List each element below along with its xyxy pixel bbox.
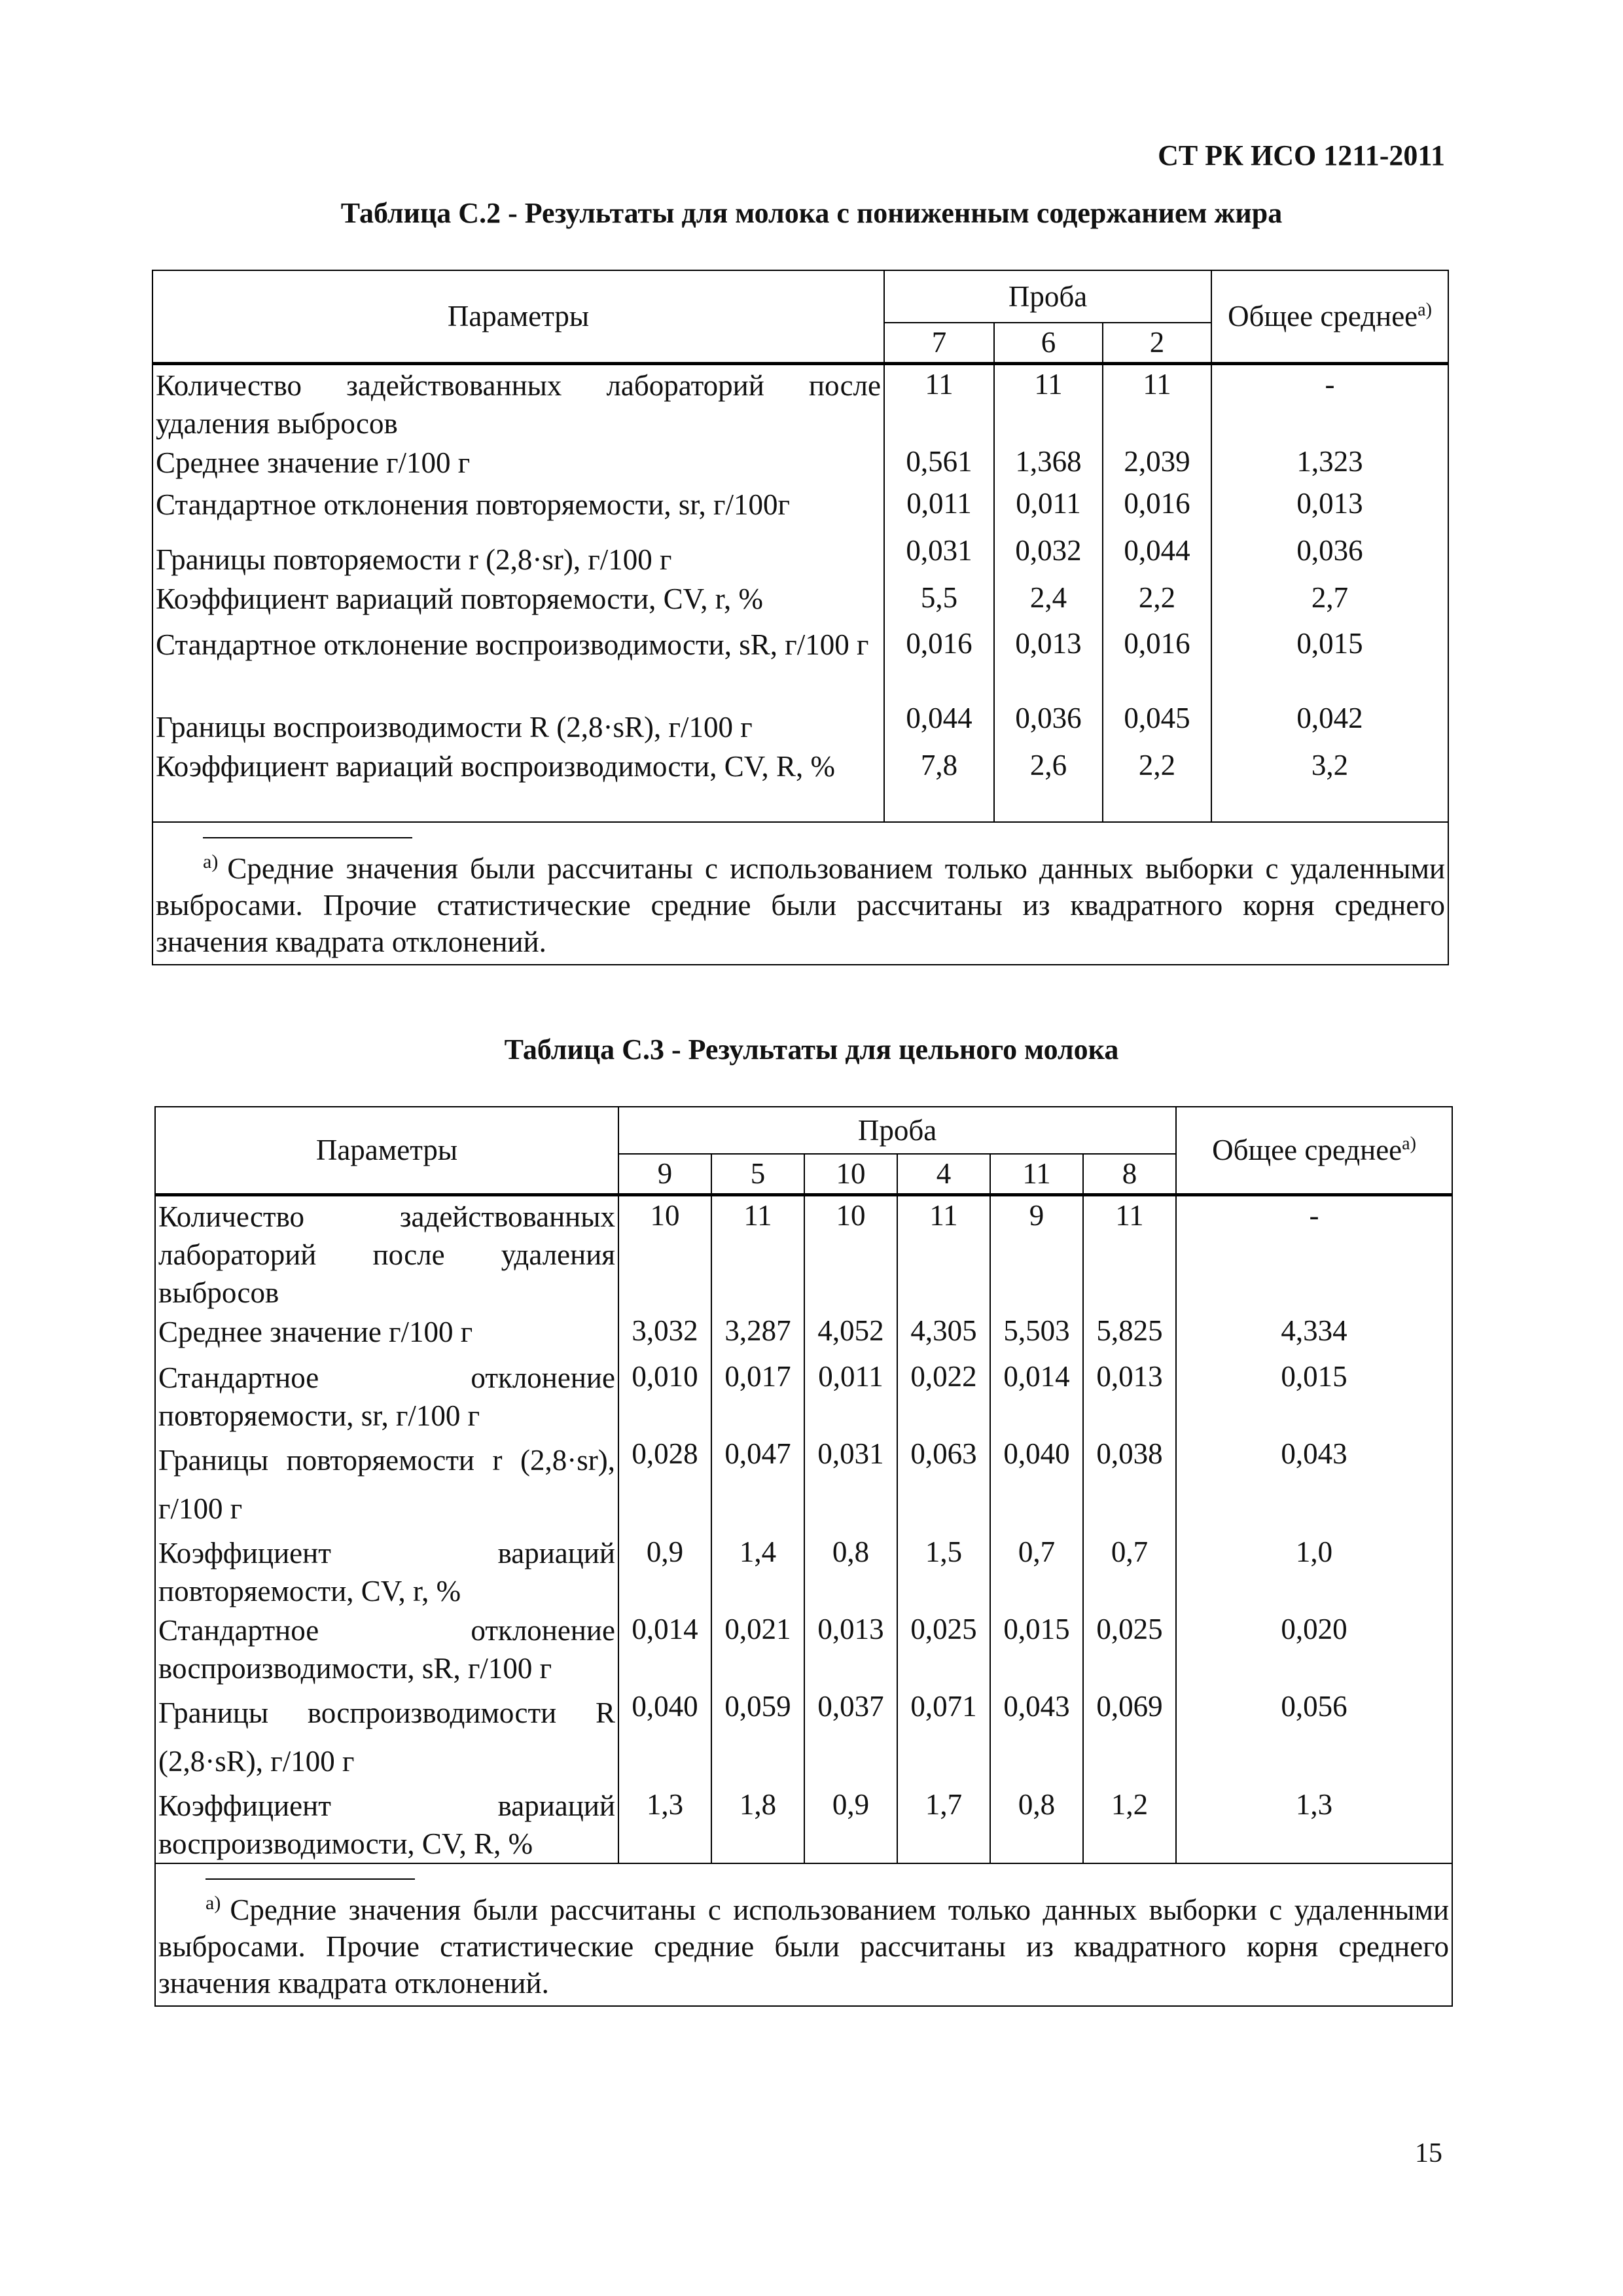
cell-value: 5,5 <box>884 579 994 624</box>
cell-value: 0,022 <box>897 1357 990 1435</box>
overall-header <box>1176 1107 1452 1194</box>
cell-value: 1,8 <box>711 1785 804 1863</box>
sample-id: 9 <box>618 1154 711 1194</box>
cell-value: 0,013 <box>804 1610 897 1687</box>
row-label: Количество задействованных лабораторий после удаления выбросов <box>155 1194 618 1312</box>
cell-overall: 0,015 <box>1211 624 1448 699</box>
cell-value: 7,8 <box>884 746 994 822</box>
cell-value: 11 <box>994 363 1103 442</box>
cell-value: 0,069 <box>1083 1687 1176 1785</box>
cell-value: 0,014 <box>990 1357 1083 1435</box>
cell-value: 0,011 <box>804 1357 897 1435</box>
cell-value: 0,028 <box>618 1435 711 1533</box>
cell-value: 0,021 <box>711 1610 804 1687</box>
cell-value: 0,9 <box>618 1533 711 1610</box>
table-row <box>152 746 1448 822</box>
cell-value: 4,305 <box>897 1312 990 1357</box>
row-label: Границы повторяемости r (2,8·sr), г/100 г <box>155 1435 618 1533</box>
table-row <box>155 1687 1452 1785</box>
row-label: Коэффициент вариаций повторяемости, CV, r, % <box>152 579 884 624</box>
cell-value: 11 <box>1083 1194 1176 1312</box>
cell-value: 9 <box>990 1194 1083 1312</box>
cell-value: 1,4 <box>711 1533 804 1610</box>
table-row <box>155 1312 1452 1357</box>
cell-value: 0,017 <box>711 1357 804 1435</box>
sample-id: 5 <box>711 1154 804 1194</box>
cell-value: 0,9 <box>804 1785 897 1863</box>
footnote-mark: а) <box>1402 1134 1416 1155</box>
cell-value: 0,040 <box>990 1435 1083 1533</box>
cell-value: 0,025 <box>897 1610 990 1687</box>
cell-value: 0,014 <box>618 1610 711 1687</box>
row-label: Стандартное отклонения повторяемости, sr, г/100г <box>152 484 884 531</box>
table-row <box>152 484 1448 531</box>
cell-value: 0,031 <box>804 1435 897 1533</box>
table-row <box>152 624 1448 699</box>
row-label: Коэффициент вариаций повторяемости, CV, r, % <box>155 1533 618 1610</box>
cell-value: 11 <box>711 1194 804 1312</box>
row-label: Коэффициент вариаций воспроизводимости, CV, R, % <box>152 746 884 822</box>
cell-value: 0,044 <box>1103 531 1211 579</box>
table-c3-caption: Таблица С.3 - Результаты для цельного молока <box>504 1033 1119 1066</box>
cell-overall: 1,3 <box>1176 1785 1452 1863</box>
table-row <box>152 699 1448 746</box>
cell-value: 0,011 <box>884 484 994 531</box>
cell-value: 0,045 <box>1103 699 1211 746</box>
cell-value: 1,368 <box>994 442 1103 484</box>
table-row <box>155 1533 1452 1610</box>
table-row <box>155 1610 1452 1687</box>
cell-value: 10 <box>618 1194 711 1312</box>
footnote-mark: а) <box>203 850 219 872</box>
row-label: Стандартное отклонение воспроизводимости, sR, г/100 г <box>155 1610 618 1687</box>
sample-header: Проба <box>618 1107 1176 1154</box>
table-row <box>155 1785 1452 1863</box>
cell-value: 0,7 <box>990 1533 1083 1610</box>
table-row <box>152 579 1448 624</box>
cell-overall: 1,323 <box>1211 442 1448 484</box>
cell-value: 3,032 <box>618 1312 711 1357</box>
cell-value: 0,015 <box>990 1610 1083 1687</box>
cell-value: 0,010 <box>618 1357 711 1435</box>
cell-value: 0,8 <box>990 1785 1083 1863</box>
sample-id: 11 <box>990 1154 1083 1194</box>
cell-value: 2,2 <box>1103 746 1211 822</box>
cell-value: 3,287 <box>711 1312 804 1357</box>
cell-value: 10 <box>804 1194 897 1312</box>
footnote-text: Средние значения были рассчитаны с использованием только данных выборки с удаленными выбросами. Прочие статистические средние были рассчитаны из квадратного корня среднего значения квадрата отклонений. <box>156 852 1446 958</box>
page-number: 15 <box>1415 2138 1442 2168</box>
cell-value: 2,2 <box>1103 579 1211 624</box>
table-row <box>155 1194 1452 1312</box>
cell-value: 0,031 <box>884 531 994 579</box>
table-footnote-row <box>152 822 1448 965</box>
table-c2-caption: Таблица С.2 - Результаты для молока с пониженным содержанием жира <box>340 197 1283 229</box>
cell-value: 0,013 <box>1083 1357 1176 1435</box>
cell-overall: - <box>1176 1194 1452 1312</box>
cell-overall: 0,015 <box>1176 1357 1452 1435</box>
cell-value: 0,013 <box>994 624 1103 699</box>
footnote-divider <box>203 837 412 838</box>
cell-value: 11 <box>884 363 994 442</box>
footnote-mark: а) <box>205 1892 221 1914</box>
cell-value: 0,044 <box>884 699 994 746</box>
cell-value: 0,040 <box>618 1687 711 1785</box>
cell-overall: 0,013 <box>1211 484 1448 531</box>
sample-header: Проба <box>884 270 1211 323</box>
cell-overall: 0,043 <box>1176 1435 1452 1533</box>
cell-value: 11 <box>897 1194 990 1312</box>
row-label: Количество задействованных лабораторий после удаления выбросов <box>152 363 884 442</box>
cell-value: 5,503 <box>990 1312 1083 1357</box>
cell-value: 0,016 <box>884 624 994 699</box>
sample-id: 10 <box>804 1154 897 1194</box>
table-row <box>155 1357 1452 1435</box>
row-label: Границы воспроизводимости R (2,8·sR), г/100 г <box>152 699 884 746</box>
param-header: Параметры <box>155 1107 618 1194</box>
sample-id: 7 <box>884 323 994 363</box>
cell-overall: - <box>1211 363 1448 442</box>
cell-value: 0,016 <box>1103 624 1211 699</box>
cell-overall: 2,7 <box>1211 579 1448 624</box>
cell-value: 0,032 <box>994 531 1103 579</box>
cell-value: 1,5 <box>897 1533 990 1610</box>
row-label: Стандартное отклонение воспроизводимости, sR, г/100 г <box>152 624 884 699</box>
cell-value: 2,039 <box>1103 442 1211 484</box>
cell-value: 0,047 <box>711 1435 804 1533</box>
cell-overall: 0,056 <box>1176 1687 1452 1785</box>
overall-header <box>1211 270 1448 363</box>
row-label: Коэффициент вариаций воспроизводимости, CV, R, % <box>155 1785 618 1863</box>
table-footnote <box>155 1863 1452 2006</box>
cell-overall: 4,334 <box>1176 1312 1452 1357</box>
cell-value: 1,7 <box>897 1785 990 1863</box>
cell-overall: 0,042 <box>1211 699 1448 746</box>
cell-value: 1,3 <box>618 1785 711 1863</box>
row-label: Границы воспроизводимости R (2,8·sR), г/100 г <box>155 1687 618 1785</box>
cell-value: 0,059 <box>711 1687 804 1785</box>
cell-value: 0,025 <box>1083 1610 1176 1687</box>
sample-id: 8 <box>1083 1154 1176 1194</box>
table-row <box>152 363 1448 442</box>
cell-value: 4,052 <box>804 1312 897 1357</box>
cell-value: 0,561 <box>884 442 994 484</box>
overall-header-label: Общее среднее <box>1228 300 1418 333</box>
row-label: Границы повторяемости r (2,8·sr), г/100 г <box>152 531 884 579</box>
row-label: Среднее значение г/100 г <box>152 442 884 484</box>
cell-value: 2,4 <box>994 579 1103 624</box>
cell-value: 0,016 <box>1103 484 1211 531</box>
cell-value: 0,7 <box>1083 1533 1176 1610</box>
table-row <box>155 1435 1452 1533</box>
cell-value: 0,011 <box>994 484 1103 531</box>
cell-value: 5,825 <box>1083 1312 1176 1357</box>
row-label: Стандартное отклонение повторяемости, sr, г/100 г <box>155 1357 618 1435</box>
cell-overall: 0,020 <box>1176 1610 1452 1687</box>
table-row <box>152 531 1448 579</box>
cell-value: 0,036 <box>994 699 1103 746</box>
cell-overall: 0,036 <box>1211 531 1448 579</box>
document-code: СТ РК ИСО 1211-2011 <box>1158 139 1445 171</box>
param-header: Параметры <box>152 270 884 363</box>
row-label: Среднее значение г/100 г <box>155 1312 618 1357</box>
cell-value: 0,063 <box>897 1435 990 1533</box>
sample-id: 4 <box>897 1154 990 1194</box>
cell-value: 0,8 <box>804 1533 897 1610</box>
cell-value: 0,037 <box>804 1687 897 1785</box>
cell-value: 11 <box>1103 363 1211 442</box>
sample-id: 6 <box>994 323 1103 363</box>
cell-overall: 1,0 <box>1176 1533 1452 1610</box>
table-footnote <box>152 822 1448 965</box>
overall-header-label: Общее среднее <box>1212 1134 1402 1167</box>
sample-id: 2 <box>1103 323 1211 363</box>
table-row <box>152 442 1448 484</box>
cell-value: 0,071 <box>897 1687 990 1785</box>
footnote-text: Средние значения были рассчитаны с использованием только данных выборки с удаленными выбросами. Прочие статистические средние были рассчитаны из квадратного корня среднего значения квадрата отклонений. <box>158 1893 1450 2000</box>
footnote-mark: а) <box>1418 300 1432 321</box>
footnote-divider <box>205 1878 415 1880</box>
table-c3 <box>154 1106 1453 2007</box>
cell-overall: 3,2 <box>1211 746 1448 822</box>
cell-value: 0,038 <box>1083 1435 1176 1533</box>
cell-value: 0,043 <box>990 1687 1083 1785</box>
table-c2 <box>152 270 1449 965</box>
cell-value: 2,6 <box>994 746 1103 822</box>
cell-value: 1,2 <box>1083 1785 1176 1863</box>
table-footnote-row <box>155 1863 1452 2006</box>
